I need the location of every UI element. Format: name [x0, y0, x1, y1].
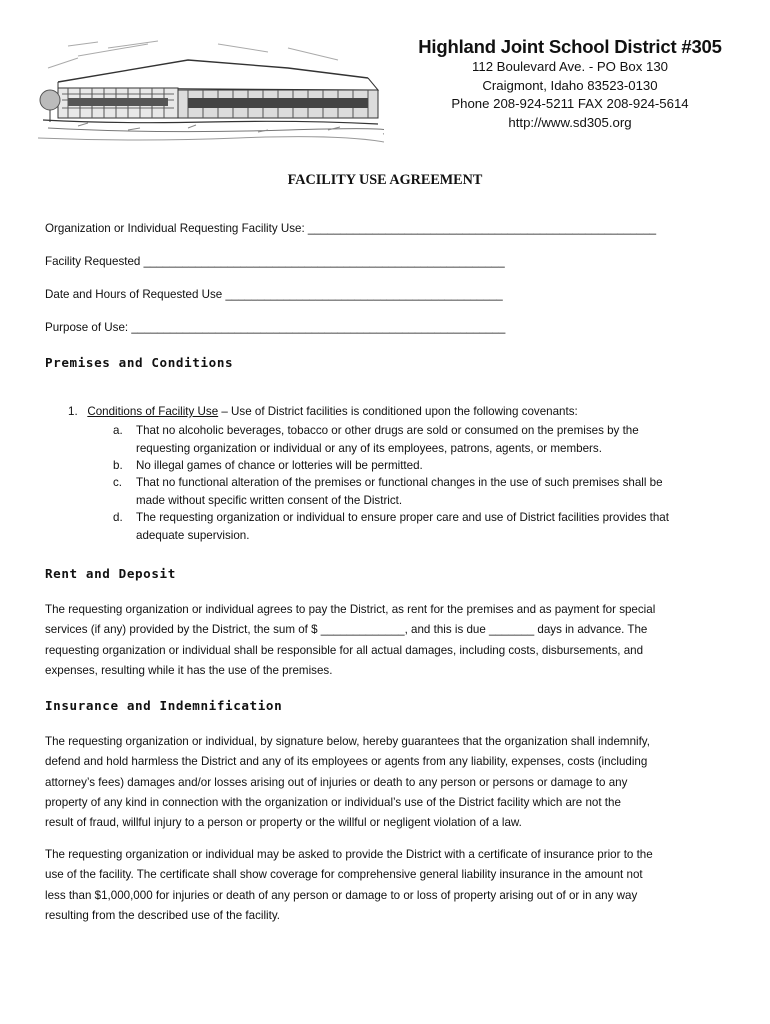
conditions-number: 1.: [68, 405, 78, 418]
section-premises-heading: Premises and Conditions: [45, 355, 234, 370]
paragraph-line: use of the facility. The certificate shall show coverage for comprehensive general liability insurance in the amount not: [45, 868, 643, 882]
condition-letter: d.: [113, 511, 123, 524]
paragraph-line: The requesting organization or individual agrees to pay the District, as rent for the premises and as payment for special: [45, 603, 656, 616]
district-city: Craigmont, Idaho 83523-0130: [482, 77, 658, 93]
condition-letter: b.: [113, 459, 123, 472]
condition-letter: c.: [113, 476, 123, 489]
purpose-field[interactable]: Purpose of Use: __________________________________________________________: [45, 321, 506, 334]
paragraph-line: resulting from the described use of the facility.: [45, 908, 280, 922]
district-phone: Phone 208-924-5211 FAX 208-924-5614: [451, 96, 689, 111]
paragraph-line: property of any kind in connection with the organization or individual’s use of the District facility which are not the: [45, 795, 621, 809]
paragraph-line: The requesting organization or individual may be asked to provide the District with a certificate of insurance prior to the: [45, 848, 653, 861]
date-hours-field[interactable]: Date and Hours of Requested Use ___________________________________________: [45, 288, 503, 301]
district-address: 112 Boulevard Ave. - PO Box 130: [472, 59, 668, 74]
insurance-paragraph-1: [45, 732, 725, 833]
conditions-item: [68, 405, 578, 418]
paragraph-line: expenses, resulting while it has the use of the premises.: [45, 663, 333, 677]
paragraph-line: less than $1,000,000 for injuries or death of any person or damage to or loss of property arising out of or in any way: [45, 888, 638, 902]
condition-letter: a.: [113, 424, 123, 437]
school-building-logo: [38, 38, 384, 150]
district-name: Highland Joint School District #305: [418, 36, 722, 57]
document-title: FACILITY USE AGREEMENT: [287, 172, 483, 188]
district-website: http://www.sd305.org: [508, 114, 632, 130]
condition-text: requesting organization or individual or any of its employees, patrons, agents, or members.: [136, 441, 602, 455]
paragraph-line: The requesting organization or individual, by signature below, hereby guarantees that the organization shall indemnify,: [45, 735, 650, 748]
paragraph-line: services (if any) provided by the District, the sum of $ _____________, and this is due _______ days in advance. The: [45, 623, 648, 637]
paragraph-line: attorney’s fees) damages and/or losses arising out of injuries or death to any person or persons or damage to any: [45, 775, 628, 789]
letterhead: [392, 36, 748, 132]
insurance-paragraph-2: [45, 845, 725, 926]
paragraph-line: result of fraud, willful injury to a person or property or the willful or negligent violation of a law.: [45, 816, 522, 830]
condition-text: made without specific written consent of the District.: [136, 493, 403, 507]
condition-text: No illegal games of chance or lotteries will be permitted.: [136, 459, 423, 472]
facility-field[interactable]: Facility Requested ________________________________________________________: [45, 255, 505, 268]
condition-text: adequate supervision.: [136, 528, 250, 542]
paragraph-line: defend and hold harmless the District and any of its employees or agents from any liability, expenses, costs (including: [45, 755, 648, 769]
organization-field[interactable]: Organization or Individual Requesting Facility Use: ______________________________________________________: [45, 222, 657, 235]
condition-text: That no functional alteration of the premises or functional changes in the use of such premises shall be: [136, 476, 663, 489]
section-insurance-heading: Insurance and Indemnification: [45, 698, 283, 713]
conditions-intro: – Use of District facilities is conditioned upon the following covenants:: [218, 405, 578, 418]
condition-text: The requesting organization or individual to ensure proper care and use of District facilities provides that: [136, 511, 669, 524]
section-rent-heading: Rent and Deposit: [45, 566, 176, 581]
conditions-heading: Conditions of Facility Use: [87, 405, 219, 418]
condition-text: That no alcoholic beverages, tobacco or other drugs are sold or consumed on the premises by the: [136, 424, 639, 437]
paragraph-line: requesting organization or individual shall be responsible for all actual damages, including costs, disbursements, and: [45, 643, 644, 657]
rent-paragraph: [45, 600, 725, 681]
